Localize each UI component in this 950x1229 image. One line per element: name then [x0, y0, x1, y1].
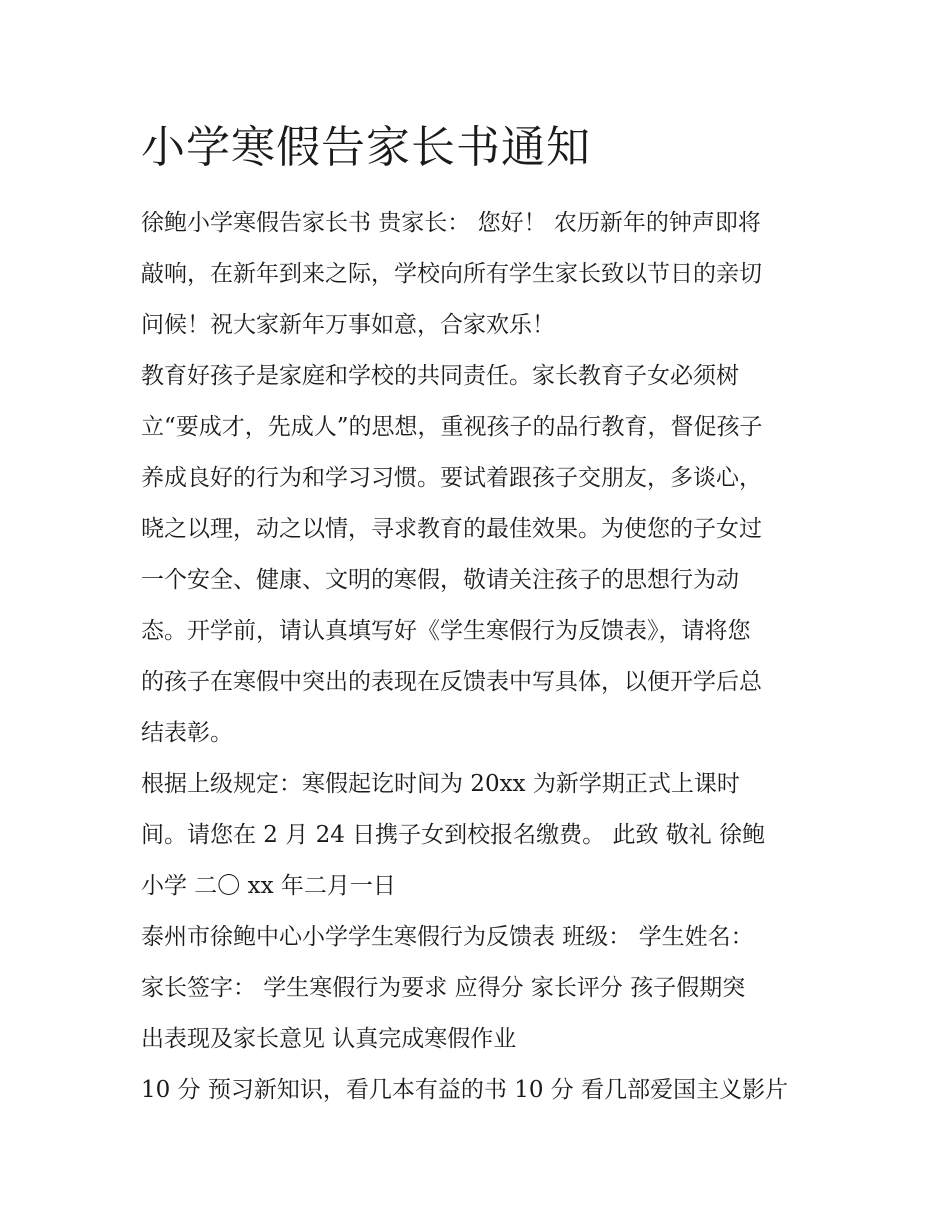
text-line: 养成良好的行为和学习习惯。要试着跟孩子交朋友，多谈心， — [141, 465, 762, 491]
paragraph-feedback-form — [141, 912, 821, 1065]
paragraph-greeting — [141, 198, 821, 351]
text-line: 立“要成才，先成人”的思想，重视孩子的品行教育，督促孩子 — [141, 414, 763, 440]
text-line: 家长签字： 学生寒假行为要求 应得分 家长评分 孩子假期突 — [141, 975, 746, 1001]
text-line: 出表现及家长意见 认真完成寒假作业 — [141, 1026, 517, 1052]
text-line: 问候！祝大家新年万事如意，合家欢乐！ — [141, 312, 555, 338]
paragraph-schedule — [141, 759, 821, 912]
text-line: 徐鲍小学寒假告家长书 贵家长： 您好！ 农历新年的钟声即将 — [141, 210, 761, 236]
text-line: 晓之以理，动之以情，寻求教育的最佳效果。为使您的子女过 — [141, 516, 762, 542]
text-line: 小学 二〇 xx 年二月一日 — [141, 873, 396, 899]
text-line: 态。开学前，请认真填写好《学生寒假行为反馈表》，请将您 — [141, 618, 751, 644]
text-line: 根据上级规定：寒假起讫时间为 20xx 为新学期正式上课时 — [141, 771, 740, 797]
text-line: 一个安全、健康、文明的寒假，敬请关注孩子的思想行为动 — [141, 567, 739, 593]
document-page — [141, 118, 821, 1116]
paragraph-scores — [141, 1065, 821, 1116]
text-line: 泰州市徐鲍中心小学学生寒假行为反馈表 班级： 学生姓名： — [141, 924, 754, 950]
text-line: 敲响，在新年到来之际，学校向所有学生家长致以节日的亲切 — [141, 261, 762, 287]
text-line: 教育好孩子是家庭和学校的共同责任。家长教育子女必须树 — [141, 363, 739, 389]
paragraph-education — [141, 351, 821, 759]
text-line: 10 分 预习新知识，看几本有益的书 10 分 看几部爱国主义影片 — [141, 1077, 789, 1103]
text-line: 结表彰。 — [141, 720, 233, 746]
text-line: 间。请您在 2 月 24 日携子女到校报名缴费。 此致 敬礼 徐鲍 — [141, 822, 766, 848]
text-line: 的孩子在寒假中突出的表现在反馈表中写具体，以便开学后总 — [141, 669, 762, 695]
document-title: 小学寒假告家长书通知 — [141, 122, 591, 173]
